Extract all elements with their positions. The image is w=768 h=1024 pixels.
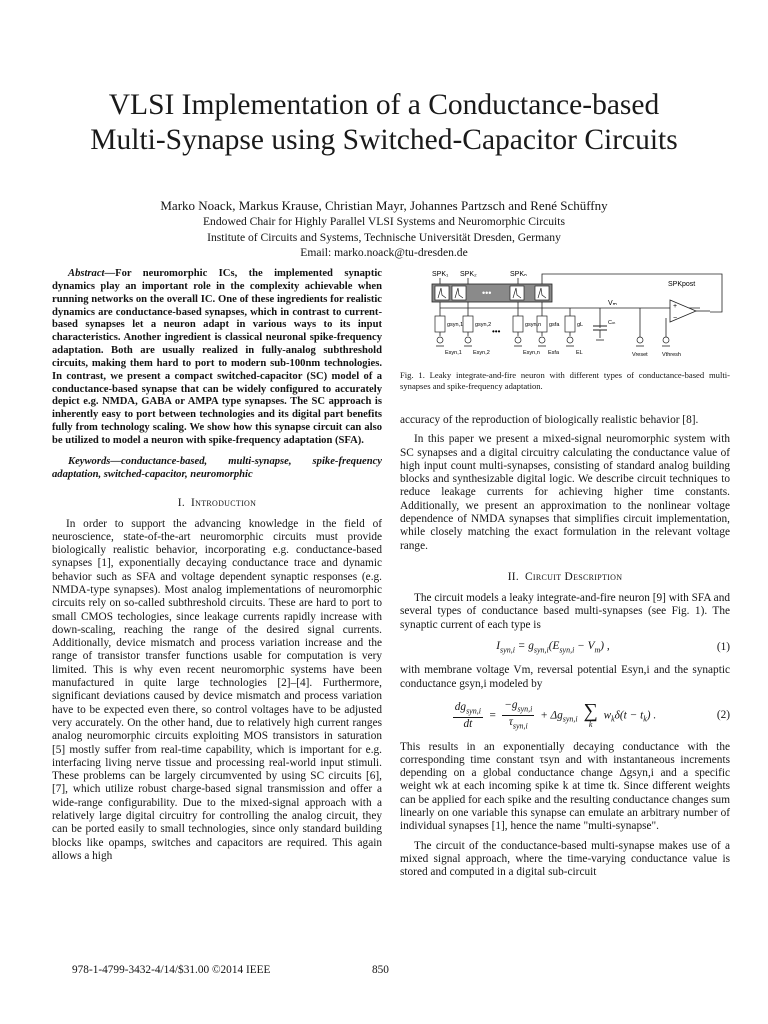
paper-title bbox=[0, 88, 768, 158]
equation-2 bbox=[400, 699, 730, 733]
isbn-copyright: 978-1-4799-3432-4/14/$31.00 ©2014 IEEE bbox=[72, 964, 271, 976]
vm-label: Vₘ bbox=[608, 300, 618, 307]
circuit-paragraph-3: This results in an exponentially decaying conductance with the corresponding time constant τsyn and with instantaneous increments depending on a global conductance change Δgsyn,i and a specific weight wk at each incoming spike k at time tk. Since different weights can be applied for each spike and the resulting conductance changes sum linearly on one variable this synapse can emulate an arbitrary number of individual synapses [1], hence the name "multi-synapse". bbox=[400, 740, 730, 833]
keywords-text: —conductance-based, multi-synapse, spike-frequency adaptation, switched-capacitor, neuromorphic bbox=[52, 455, 382, 480]
introduction-paragraph-2: In this paper we present a mixed-signal neuromorphic system with SC synapses and a digital circuitry calculating the conductance value of high input count multi-synapses, consisting of standard analog building blocks and synthesizable digital logic. We describe circuit techniques to reduce leakage currents for achieving higher time constants. Additionally, we present an approximation to the nonlinear voltage dependence of NMDA synapses that simplifies circuit implementation, while closely matching the exact formulation in the relevant voltage range. bbox=[400, 433, 730, 552]
introduction-continued: accuracy of the reproduction of biologically realistic behavior [8]. bbox=[400, 414, 699, 426]
vthresh-label: Vthresh bbox=[662, 352, 681, 358]
equation-1 bbox=[400, 640, 730, 657]
section-title: Introduction bbox=[191, 496, 257, 509]
abstract-text: —For neuromorphic ICs, the implemented synaptic dynamics play an important role in the complexity achievable when running networks on the overall IC. One of these ingredients for realistic dynamics are conductance-based synapses, which in contrast to current-based synapses let a neuron adapt in various ways to its input characteristics. Another ingredient is classical neuronal spike-frequency adaptation. Both are usually realized in fully-analog subthreshold circuits, making them hard to port to modern sub-100nm technologies. In contrast, we present a compact switched-capacitor (SC) model of a conductance-based synapse that can be widely configured to accurately depict e.g. NMDA, GABA or AMPA type synapses. The SC approach is inherently easy to port between technologies and its digital part benefits fully from technology scaling. We show how this synapse circuit can also be utilized to model a neuron with spike-frequency adaptation (SFA). bbox=[52, 268, 382, 446]
equation-2-body: $\frac{dg_{syn,i}}{dt}$ = $\frac{-g_{syn,i}}{\tau_{syn,i}}$ + $\Delta g_{syn,i}$ ∑ k $w_k\delta(t - t_k)$ . bbox=[454, 699, 657, 731]
right-column-intro-body bbox=[400, 414, 730, 553]
author-list: Marko Noack, Markus Krause, Christian Mayr, Johannes Partzsch and René Schüffny bbox=[160, 198, 608, 213]
abstract-lead: Abstract bbox=[68, 268, 105, 279]
branch-dots: ••• bbox=[492, 327, 501, 336]
gsyn2-label: gsyn,2 bbox=[475, 322, 492, 328]
section-heading-introduction bbox=[52, 497, 382, 509]
circuit-paragraph-2: with membrane voltage Vm, reversal potential Esyn,i and the synaptic conductance gsyn,i modeled by bbox=[400, 664, 730, 690]
cm-label: Cₘ bbox=[608, 320, 616, 326]
gsfa-label: gsfa bbox=[549, 322, 560, 328]
esfa-label: Esfa bbox=[548, 350, 560, 356]
gsyn1-label: gsyn,1 bbox=[447, 322, 464, 328]
affiliation bbox=[0, 214, 768, 261]
circuit-paragraph-4: The circuit of the conductance-based multi-synapse makes use of a mixed signal approach, where the time-varying conductance value is stored and computed in a digital sub-circuit bbox=[400, 839, 730, 879]
keywords-lead: Keywords bbox=[68, 455, 111, 467]
left-column bbox=[52, 268, 382, 869]
abstract bbox=[52, 268, 382, 448]
svg-text:−: − bbox=[673, 315, 678, 322]
section-number: II. bbox=[507, 570, 520, 583]
right-column bbox=[400, 268, 730, 885]
equation-2-number: (2) bbox=[716, 709, 730, 722]
introduction-paragraph: In order to support the advancing knowledge in the field of neuroscience, state-of-the-art neuromorphic circuits must provide biologically realistic behavior, incorporating e.g. conductance-based synapses [1], exponentially decaying conductance trace and dynamic behavior such as SFA and voltage dependent synaptic responses (e.g. NMDA-type synapses). Most analog implementations of neuromorphic circuits rely on so-called subthreshold circuits. These are hard to port to small CMOS techologies, since leakage currents rapidly increase with down-scaling, reaching the range of the desired signal currents. Additionally, device mismatch and process variation increase and the range of transistor transfer functions usable for computation is very limited. This is why even recent neuromorphic systems have been manufactured in quite large technologies [2]–[4]. Furthermore, significant deviations caused by device mismatch and process variation have to be expected even there, so control voltages have to be adjusted very accurately. On the other hand, due to relatively high current ranges analog neuromorphic circuits exploiting MOS transistors in saturation [5] mostly suffer from real-time capability, which is important for e.g. interfacing living nerve tissue and processing real-world input stimuli. These problems can be largely circumvented by using SC circuits [6], [7], which utilize robust charge-based signal transmission and offer a wide-range configurability. Due to the mixed-signal approach with a relatively large digital circuitry for controlling the analog circuit, they can be ported easily to small technologies, since only standard building blocks like opamps, switches and capacitors are required. This again allows a high bbox=[52, 517, 382, 862]
section-heading-circuit-description bbox=[400, 571, 730, 583]
introduction-body bbox=[52, 518, 382, 864]
el-label: EL bbox=[576, 350, 583, 356]
author-email: Email: marko.noack@tu-dresden.de bbox=[300, 246, 468, 260]
affiliation-line-1: Endowed Chair for Highly Parallel VLSI Systems and Neuromorphic Circuits bbox=[202, 215, 566, 228]
page-number: 850 bbox=[372, 964, 389, 976]
equation-1-body: $I_{syn,i} = g_{syn,i}(E_{syn,i} - V_m)$ , bbox=[496, 639, 610, 655]
esynn-label: Esyn,n bbox=[523, 350, 540, 356]
title-line-2: Multi-Synapse using Switched-Capacitor Circuits bbox=[90, 124, 678, 156]
spk1-label: SPK₁ bbox=[432, 271, 449, 278]
figure-1-circuit-diagram bbox=[400, 268, 730, 364]
gsynn-label: gsyn,n bbox=[525, 322, 542, 328]
spk2-label: SPK₂ bbox=[460, 271, 477, 278]
vreset-label: Vreset bbox=[632, 352, 648, 358]
spkpost-label: SPKpost bbox=[668, 281, 696, 288]
section-number: I. bbox=[177, 496, 186, 509]
section-title: Circuit Description bbox=[525, 570, 623, 583]
synapse-dots: ••• bbox=[482, 288, 492, 298]
title-line-1: VLSI Implementation of a Conductance-based bbox=[108, 89, 660, 121]
circuit-schematic bbox=[400, 268, 730, 364]
spkn-label: SPKₙ bbox=[510, 271, 527, 278]
gl-label: gL bbox=[577, 322, 584, 328]
figure-1-caption: Fig. 1. Leaky integrate-and-fire neuron with different types of conductance-based multi-synapses and spike-frequency adaptation. bbox=[400, 370, 730, 391]
circuit-paragraph-1: The circuit models a leaky integrate-and-fire neuron [9] with SFA and several types of conductance based multi-synapses (see Fig. 1). The synaptic current of each type is bbox=[400, 591, 730, 631]
keywords bbox=[52, 456, 382, 482]
esyn2-label: Esyn,2 bbox=[473, 350, 490, 356]
synapse-block bbox=[432, 284, 552, 302]
svg-text:+: + bbox=[673, 303, 678, 310]
circuit-description-body bbox=[400, 592, 730, 880]
esyn1-label: Esyn,1 bbox=[445, 350, 462, 356]
equation-1-number: (1) bbox=[716, 641, 730, 654]
affiliation-line-2: Institute of Circuits and Systems, Technische Universität Dresden, Germany bbox=[207, 230, 561, 244]
